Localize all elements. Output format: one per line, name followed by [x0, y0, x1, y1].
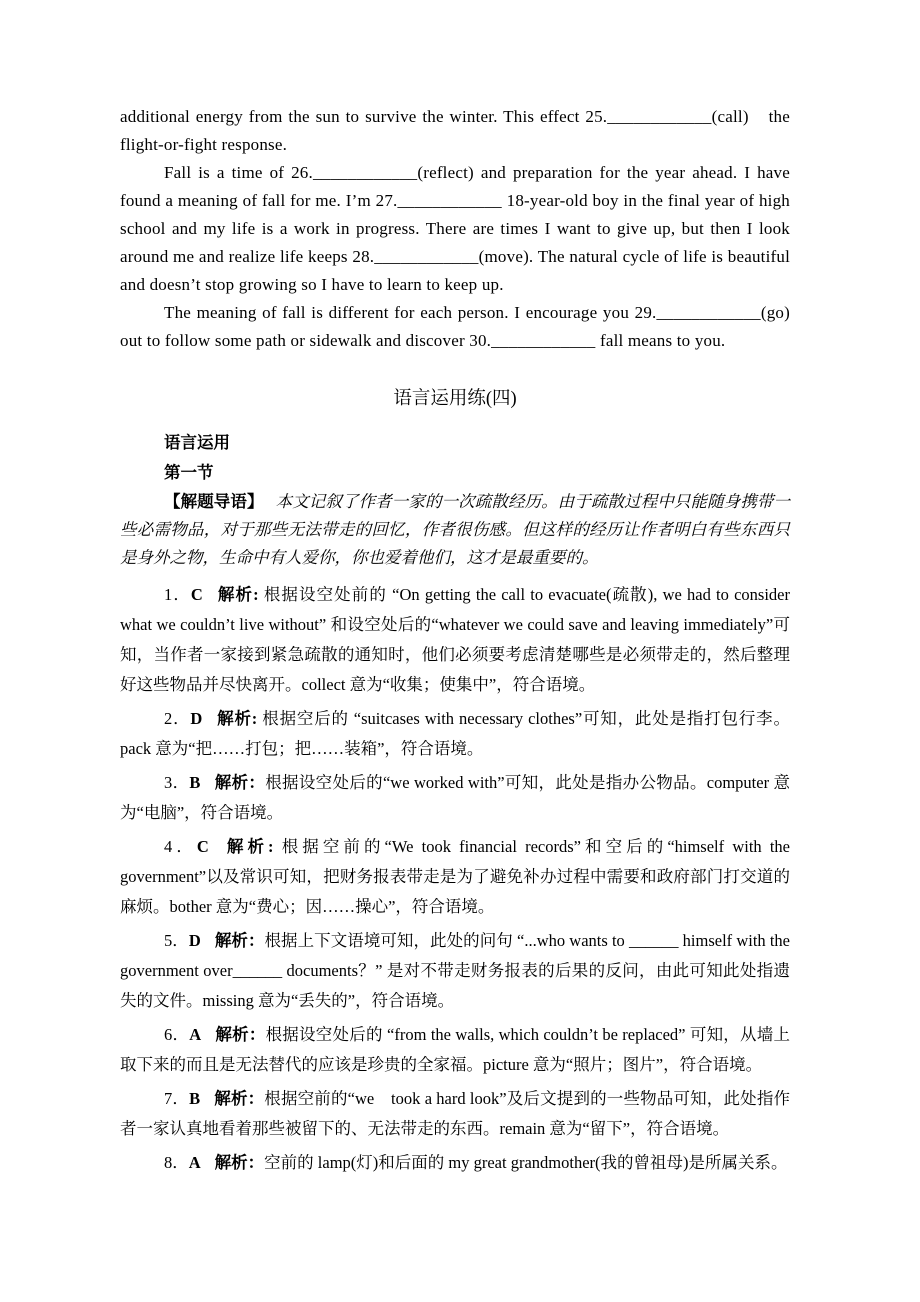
- analysis-text: 根据设空处前的 “On getting the call to evacuate(疏散), we had to consider what we couldn’t live without” 和设空处后的“whatever we could save and leaving immediately”可知，当作者一家接到紧急疏散的通知时，他们必须要考虑清楚哪些是必须带走的，然后整理好这些物品并尽快离开。collect 意为“收集；使集中”，符合语境。: [120, 585, 791, 695]
- answer-item-4: [120, 832, 790, 922]
- section-part-one: 第一节: [164, 463, 214, 483]
- analysis-text: 根据空前的“We took financial records”和空后的“himself with the government”以及常识可知，把财务报表带走是为了避免补办过程中需要和政府部门打交道的麻烦。bother 意为“费心；因……操心”，符合语境。: [120, 837, 791, 917]
- analysis-text: 空前的 lamp(灯)和后面的 my great grandmother(我的曾祖母)是所属关系。: [264, 1153, 788, 1173]
- answer-item-8: [120, 1148, 790, 1178]
- passage-paragraph-2: Fall is a time of 26.____________(reflect) and preparation for the year ahead. I have found a meaning of fall for me. I’m 27.____________ 18-year-old boy in the final year of high school and my life is a work in progress. There are times I want to give up, but then I look around me and realize life keeps 28.____________(move). The natural cycle of life is beautiful and doesn’t stop growing so I have to learn to keep up.: [120, 163, 790, 294]
- answer-letter: D: [190, 709, 203, 729]
- analysis-text: 根据上下文语境可知，此处的问句 “...who wants to ______ himself with the government over______ documents？” 是对不带走财务报表的后果的反问，由此可知此处指遗失的文件。missing 意为“丢失的”，符合语境。: [120, 931, 790, 1011]
- answer-letter: C: [196, 837, 209, 857]
- answer-number: 4．: [164, 837, 197, 857]
- answer-item-7: [120, 1084, 790, 1144]
- guide-text: 本文记叙了作者一家的一次疏散经历。由于疏散过程中只能随身携带一些必需物品，对于那些无法带走的回忆，作者很伤感。但这样的经历让作者明白有些东西只是身外之物，生命中有人爱你，你也爱着他们，这才是最重要的。: [120, 492, 791, 568]
- analysis-text: 根据设空处后的“we worked with”可知，此处是指办公物品。computer 意为“电脑”，符合语境。: [120, 773, 791, 823]
- analysis-text: 根据设空处后的 “from the walls, which couldn’t be replaced” 可知，从墙上取下来的而且是无法替代的应该是珍贵的全家福。picture 意为“照片；图片”，符合语境。: [120, 1025, 791, 1075]
- analysis-label: 解析：: [214, 1153, 265, 1173]
- answer-number: 2．: [164, 709, 191, 729]
- answer-number: 1．: [164, 585, 191, 605]
- answer-item-3: [120, 768, 790, 828]
- answer-item-2: [120, 704, 790, 764]
- answer-letter: B: [189, 773, 201, 793]
- analysis-text: 根据空前的“we took a hard look”及后文提到的一些物品可知，此处指作者一家认真地看着那些被留下的、无法带走的东西。remain 意为“留下”，符合语境。: [120, 1089, 790, 1139]
- answer-letter: A: [189, 1025, 202, 1045]
- answer-letter: D: [188, 931, 201, 951]
- answer-item-5: [120, 926, 790, 1016]
- analysis-label: 解析：: [215, 1025, 266, 1045]
- answer-item-1: [120, 580, 790, 700]
- answer-letter: B: [189, 1089, 201, 1109]
- analysis-text: 根据空后的 “suitcases with necessary clothes”可知，此处是指打包行李。pack 意为“把……打包；把……装箱”，符合语境。: [120, 709, 791, 759]
- answer-number: 6．: [164, 1025, 190, 1045]
- passage-paragraph-1: additional energy from the sun to survive the winter. This effect 25.____________(call) the flight-or-fight response.: [120, 107, 790, 154]
- answer-number: 5．: [164, 931, 189, 951]
- analysis-label: 解析：: [214, 931, 265, 951]
- analysis-label: 解析:: [216, 709, 263, 729]
- guide-paragraph: [120, 488, 790, 572]
- answer-number: 8．: [164, 1153, 189, 1173]
- analysis-label: 解析:: [222, 837, 282, 857]
- answer-list: [120, 580, 790, 1178]
- answer-number: 3．: [164, 773, 190, 793]
- section-language-use: 语言运用: [164, 433, 230, 453]
- answer-letter: A: [188, 1153, 201, 1173]
- guide-label: 【解题导语】: [164, 492, 264, 512]
- answer-item-6: [120, 1020, 790, 1080]
- analysis-label: 解析：: [214, 1089, 265, 1109]
- analysis-label: 解析：: [214, 773, 266, 793]
- answer-number: 7．: [164, 1089, 190, 1109]
- exercise-title: 语言运用练(四): [393, 389, 517, 409]
- answer-letter: C: [190, 585, 203, 605]
- analysis-label: 解析:: [216, 585, 264, 605]
- passage-paragraph-3: The meaning of fall is different for each person. I encourage you 29.____________(go) out to follow some path or sidewalk and discover 30.____________ fall means to you.: [120, 303, 790, 350]
